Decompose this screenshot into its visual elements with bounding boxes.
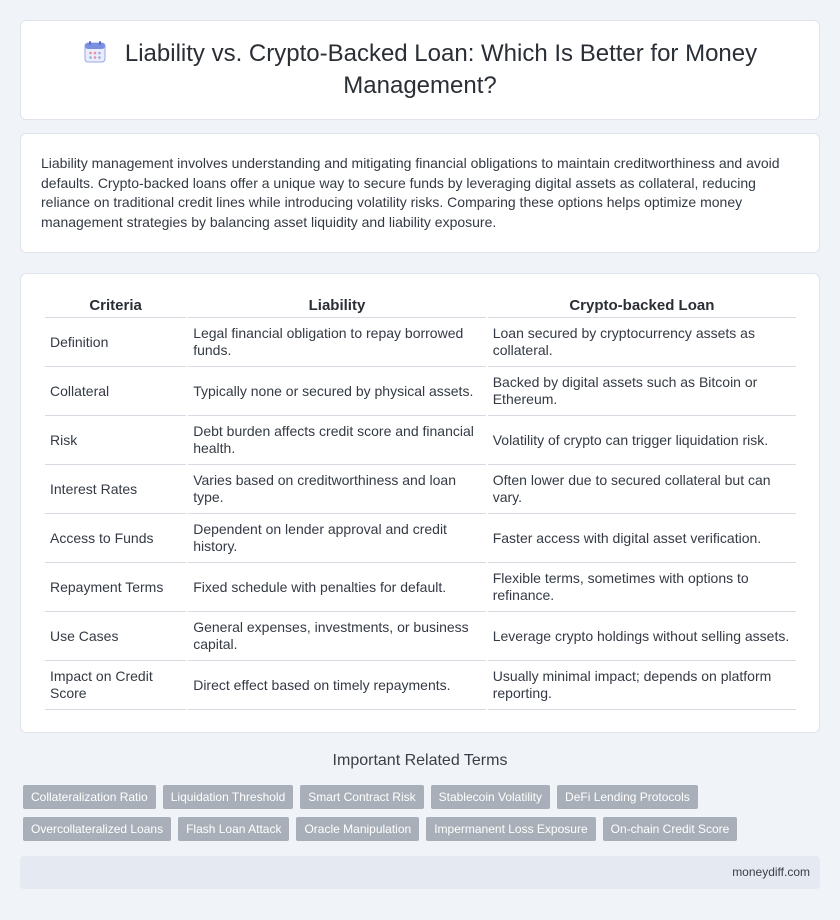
crypto-loan-cell: Backed by digital assets such as Bitcoin or Ethereum. (488, 367, 796, 416)
table-row (45, 465, 796, 514)
liability-cell: Legal financial obligation to repay borrowed funds. (188, 318, 486, 367)
crypto-loan-cell: Leverage crypto holdings without selling assets. (488, 612, 796, 661)
table-row (45, 514, 796, 563)
footer-site-link[interactable]: moneydiff.com (732, 865, 810, 879)
related-terms-heading: Important Related Terms (332, 752, 508, 769)
tag-flash-loan-attack[interactable]: Flash Loan Attack (178, 817, 289, 841)
comparison-card (20, 273, 820, 733)
tag-impermanent-loss-exposure[interactable]: Impermanent Loss Exposure (426, 817, 595, 841)
tag-smart-contract-risk[interactable]: Smart Contract Risk (300, 785, 423, 809)
table-row (45, 612, 796, 661)
related-terms-tags (23, 785, 823, 849)
crypto-loan-cell: Volatility of crypto can trigger liquidation risk. (488, 416, 796, 465)
liability-cell: Fixed schedule with penalties for default. (188, 563, 486, 612)
intro-paragraph: Liability management involves understanding and mitigating financial obligations to maintain creditworthiness and avoid defaults. Crypto-backed loans offer a unique way to secure funds by leveraging digital assets as collateral, reducing reliance on traditional credit lines while introducing volatility risks. Comparing these options helps optimize money management strategies by balancing asset liquidity and liability exposure. (41, 155, 780, 230)
table-header-row (45, 294, 796, 318)
criteria-cell: Impact on Credit Score (45, 661, 186, 710)
tag-stablecoin-volatility[interactable]: Stablecoin Volatility (431, 785, 550, 809)
tag-row-2 (23, 817, 823, 841)
tag-on-chain-credit-score[interactable]: On-chain Credit Score (603, 817, 738, 841)
liability-cell: Varies based on creditworthiness and loan type. (188, 465, 486, 514)
criteria-cell: Access to Funds (45, 514, 186, 563)
crypto-loan-cell: Often lower due to secured collateral but can vary. (488, 465, 796, 514)
page-title-text: Liability vs. Crypto-Backed Loan: Which Is Better for Money Management? (124, 40, 758, 99)
table-row (45, 367, 796, 416)
table-row (45, 416, 796, 465)
tag-oracle-manipulation[interactable]: Oracle Manipulation (296, 817, 419, 841)
table-row (45, 661, 796, 710)
crypto-loan-cell: Usually minimal impact; depends on platform reporting. (488, 661, 796, 710)
calendar-icon (83, 40, 107, 64)
criteria-cell: Definition (45, 318, 186, 367)
tag-overcollateralized-loans[interactable]: Overcollateralized Loans (23, 817, 171, 841)
header-crypto-loan: Crypto-backed Loan (488, 294, 796, 318)
liability-cell: Typically none or secured by physical assets. (188, 367, 486, 416)
tag-row-1 (23, 785, 823, 809)
criteria-cell: Repayment Terms (45, 563, 186, 612)
criteria-cell: Use Cases (45, 612, 186, 661)
tag-defi-lending-protocols[interactable]: DeFi Lending Protocols (557, 785, 698, 809)
criteria-cell: Collateral (45, 367, 186, 416)
intro-card (20, 133, 820, 253)
tag-collateralization-ratio[interactable]: Collateralization Ratio (23, 785, 156, 809)
crypto-loan-cell: Flexible terms, sometimes with options to refinance. (488, 563, 796, 612)
header-card (20, 20, 820, 120)
comparison-table (43, 294, 798, 710)
liability-cell: Dependent on lender approval and credit history. (188, 514, 486, 563)
criteria-cell: Risk (45, 416, 186, 465)
liability-cell: Direct effect based on timely repayments. (188, 661, 486, 710)
liability-cell: Debt burden affects credit score and financial health. (188, 416, 486, 465)
table-row (45, 563, 796, 612)
page-title (70, 38, 770, 102)
table-row (45, 318, 796, 367)
header-liability: Liability (188, 294, 486, 318)
crypto-loan-cell: Loan secured by cryptocurrency assets as collateral. (488, 318, 796, 367)
liability-cell: General expenses, investments, or business capital. (188, 612, 486, 661)
crypto-loan-cell: Faster access with digital asset verification. (488, 514, 796, 563)
criteria-cell: Interest Rates (45, 465, 186, 514)
footer (20, 856, 820, 889)
tag-liquidation-threshold[interactable]: Liquidation Threshold (163, 785, 294, 809)
header-criteria: Criteria (45, 294, 186, 318)
